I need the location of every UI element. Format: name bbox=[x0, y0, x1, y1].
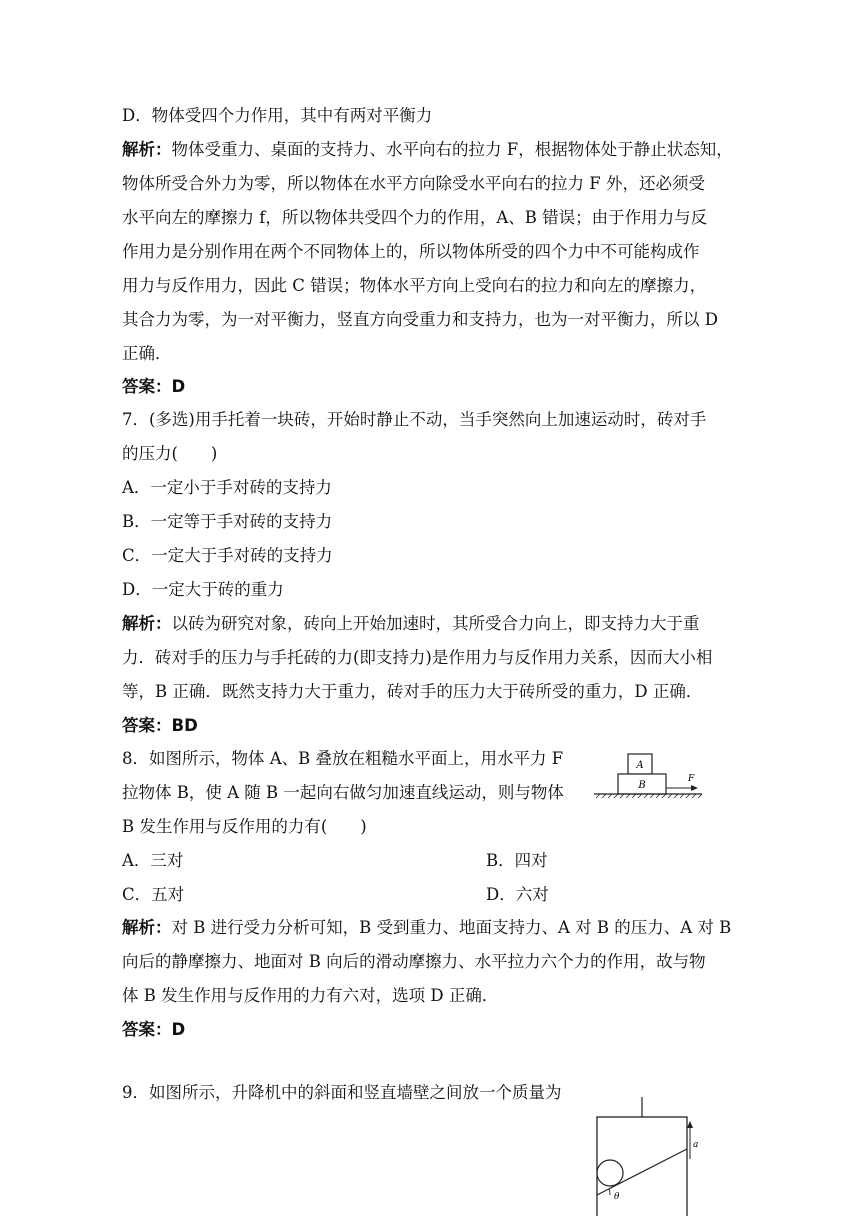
q8-option-c: C．五对 bbox=[122, 885, 185, 904]
q8-analysis-line-1: 解析：对 B 进行受力分析可知，B 受到重力、地面支持力、A 对 B 的压力、A 对 B bbox=[122, 918, 732, 937]
q8-block-a-label: A bbox=[636, 760, 644, 771]
q6-analysis-line-3: 水平向左的摩擦力 f，所以物体共受四个力的作用，A、B 错误；由于作用力与反 bbox=[122, 208, 708, 227]
q7-stem-line-2: 的压力( ) bbox=[122, 444, 218, 463]
q7-option-d: D．一定大于砖的重力 bbox=[122, 580, 284, 599]
q8-force-arrowhead bbox=[691, 785, 698, 791]
q8-option-d: D．六对 bbox=[486, 885, 549, 904]
q6-answer-value: D bbox=[171, 377, 186, 396]
q6-analysis-line-1: 解析：物体受重力、桌面的支持力、水平向右的拉力 F，根据物体处于静止状态知， bbox=[122, 140, 733, 159]
q9-figure bbox=[594, 1097, 699, 1216]
q6-analysis-line-5: 用力与反作用力，因此 C 错误；物体水平方向上受向右的拉力和向左的摩擦力， bbox=[122, 276, 707, 295]
q7-analysis-line-1: 解析：以砖为研究对象，砖向上开始加速时，其所受合力向上，即支持力大于重 bbox=[122, 614, 700, 633]
q6-analysis-line-4: 作用力是分别作用在两个不同物体上的，所以物体所受的四个力中不可能构成作 bbox=[122, 242, 700, 261]
q8-option-a: A．三对 bbox=[122, 851, 184, 870]
q7-answer: 答案：BD bbox=[122, 716, 198, 735]
q8-force-label: F bbox=[688, 774, 695, 784]
q7-option-c: C．一定大于手对砖的支持力 bbox=[122, 546, 333, 565]
q8-option-b: B．四对 bbox=[486, 851, 548, 870]
q8-figure bbox=[594, 750, 704, 800]
q9-accel-arrowhead bbox=[687, 1121, 693, 1128]
q8-stem-line-2: 拉物体 B，使 A 随 B 一起向右做匀加速直线运动，则与物体 bbox=[122, 783, 564, 802]
q9-stem-line-1: 9．如图所示，升降机中的斜面和竖直墙壁之间放一个质量为 bbox=[122, 1083, 562, 1102]
q6-analysis-line-2: 物体所受合外力为零，所以物体在水平方向除受水平向右的拉力 F 外，还必须受 bbox=[122, 174, 705, 193]
q9-ball bbox=[597, 1160, 623, 1186]
q8-block-b-label: B bbox=[638, 780, 646, 791]
q8-analysis-label: 解析： bbox=[122, 918, 172, 937]
q6-answer: 答案：D bbox=[122, 377, 186, 396]
q7-stem-line-1: 7．(多选)用手托着一块砖，开始时静止不动，当手突然向上加速运动时，砖对手 bbox=[122, 410, 707, 429]
q6-analysis-line-7: 正确． bbox=[122, 344, 172, 363]
q7-option-b: B．一定等于手对砖的支持力 bbox=[122, 512, 333, 531]
q9-accel-label: a bbox=[693, 1140, 699, 1150]
q8-answer: 答案：D bbox=[122, 1020, 186, 1039]
q7-answer-value: BD bbox=[171, 716, 198, 735]
q8-analysis-line-3: 体 B 发生作用与反作用的力有六对，选项 D 正确． bbox=[122, 986, 499, 1005]
q7-analysis-line-3: 等，B 正确．既然支持力大于重力，砖对手的压力大于砖所受的重力，D 正确． bbox=[122, 682, 703, 701]
q8-analysis-line-2: 向后的静摩擦力、地面对 B 向后的滑动摩擦力、水平拉力六个力的作用，故与物 bbox=[122, 952, 706, 971]
q6-option-d: D．物体受四个力作用，其中有两对平衡力 bbox=[122, 106, 433, 125]
q8-answer-value: D bbox=[171, 1020, 186, 1039]
q9-angle-arc bbox=[609, 1189, 610, 1195]
q8-stem-line-1: 8．如图所示，物体 A、B 叠放在粗糙水平面上，用水平力 F bbox=[122, 749, 564, 768]
q7-analysis-label: 解析： bbox=[122, 614, 172, 633]
q6-analysis-label: 解析： bbox=[122, 140, 172, 159]
q7-analysis-line-2: 力．砖对手的压力与手托砖的力(即支持力)是作用力与反作用力关系，因而大小相 bbox=[122, 648, 713, 667]
q6-analysis-line-6: 其合力为零，为一对平衡力，竖直方向受重力和支持力，也为一对平衡力，所以 D bbox=[122, 310, 718, 329]
q7-option-a: A．一定小于手对砖的支持力 bbox=[122, 478, 332, 497]
q8-stem-line-3: B 发生作用与反作用的力有( ) bbox=[122, 817, 367, 836]
q9-angle-label: θ bbox=[614, 1192, 620, 1202]
